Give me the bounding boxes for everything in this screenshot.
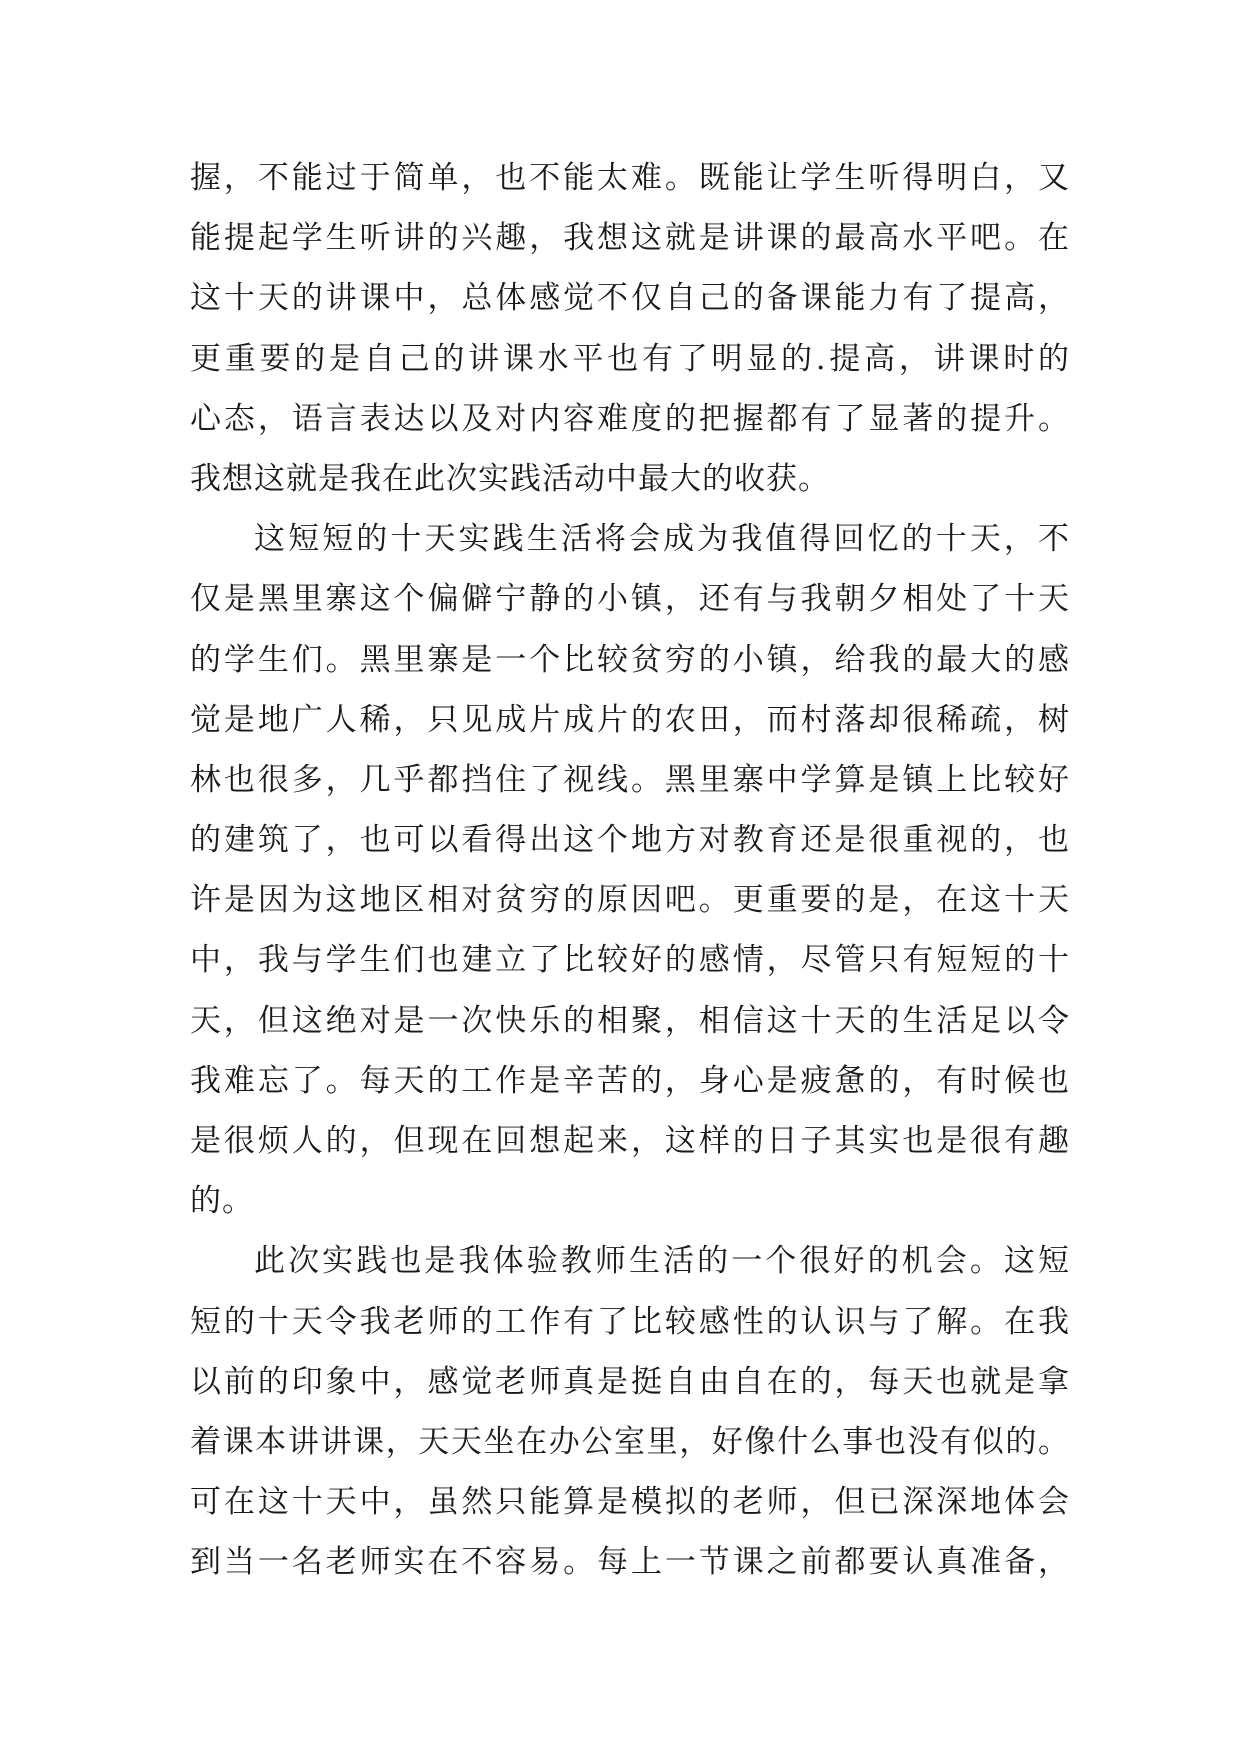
text-line: 更重要的是自己的讲课水平也有了明显的.提高，讲课时的 <box>190 340 1070 377</box>
text-line: 握，不能过于简单，也不能太难。既能让学生听得明白，又 <box>190 160 1070 196</box>
text-line: 许是因为这地区相对贫穷的原因吧。更重要的是，在这十天 <box>190 882 1070 919</box>
text-line: 仅是黑里寨这个偏僻宁静的小镇，还有与我朝夕相处了十天 <box>190 581 1070 618</box>
text-line: 短的十天令我老师的工作有了比较感性的认识与了解。在我 <box>190 1303 1070 1340</box>
text-line: 这短短的十天实践生活将会成为我值得回忆的十天，不 <box>254 521 1070 558</box>
paragraph-2 <box>190 509 1070 1231</box>
text-line: 的学生们。黑里寨是一个比较贫穷的小镇，给我的最大的感 <box>190 641 1070 678</box>
text-line: 的建筑了，也可以看得出这个地方对教育还是很重视的，也 <box>190 822 1070 859</box>
text-line: 林也很多，几乎都挡住了视线。黑里寨中学算是镇上比较好 <box>190 761 1070 798</box>
document-body <box>190 148 1070 1593</box>
text-line: 能提起学生听讲的兴趣，我想这就是讲课的最高水平吧。在 <box>190 220 1070 257</box>
text-line: 的。 <box>190 1183 254 1220</box>
text-line: 是很烦人的，但现在回想起来，这样的日子其实也是很有趣 <box>190 1123 1070 1159</box>
text-line: 可在这十天中，虽然只能算是模拟的老师，但已深深地体会 <box>190 1484 1070 1521</box>
paragraph-1 <box>190 148 1070 509</box>
text-line: 心态，语言表达以及对内容难度的把握都有了显著的提升。 <box>190 400 1070 437</box>
text-line: 天，但这绝对是一次快乐的相聚，相信这十天的生活足以令 <box>190 1002 1070 1039</box>
text-line: 我想这就是我在此次实践活动中最大的收获。 <box>190 460 830 497</box>
text-line: 我难忘了。每天的工作是辛苦的，身心是疲惫的，有时候也 <box>190 1062 1070 1099</box>
text-line: 此次实践也是我体验教师生活的一个很好的机会。这短 <box>254 1243 1070 1280</box>
text-line: 中，我与学生们也建立了比较好的感情，尽管只有短短的十 <box>190 942 1070 979</box>
text-line: 着课本讲讲课，天天坐在办公室里，好像什么事也没有似的。 <box>190 1423 1070 1460</box>
text-line: 以前的印象中，感觉老师真是挺自由自在的，每天也就是拿 <box>190 1363 1070 1400</box>
paragraph-3 <box>190 1231 1070 1592</box>
text-line: 到当一名老师实在不容易。每上一节课之前都要认真准备， <box>190 1544 1070 1581</box>
text-line: 觉是地广人稀，只见成片成片的农田，而村落却很稀疏，树 <box>190 701 1070 738</box>
text-line: 这十天的讲课中，总体感觉不仅自己的备课能力有了提高， <box>190 280 1070 317</box>
